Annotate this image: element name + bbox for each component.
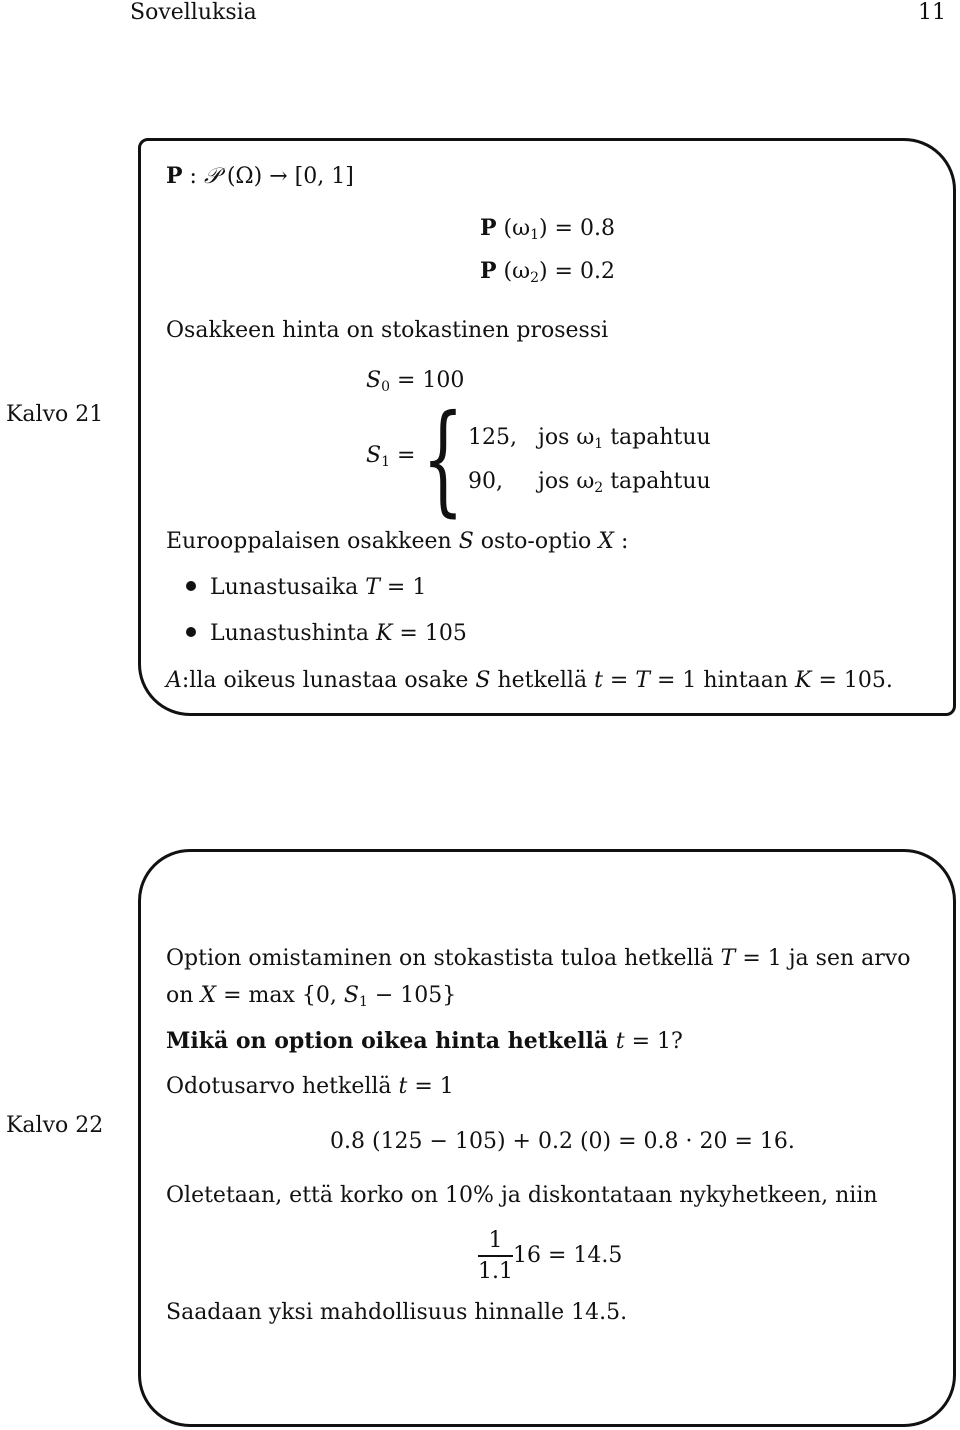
prob-omega1: P $(\omega_1) = 0.8$ (480, 215, 615, 243)
discount-equation: $\frac{1}{1.1}$ 16 = 14.5 (478, 1228, 623, 1284)
discount-fraction: $\frac{1}{1.1}$ (478, 1228, 513, 1284)
option-right-text: A:lla oikeus lunastaa osake S hetkellä t = T = 1 hintaan K = 105. (166, 668, 893, 693)
stochastic-process-text: Osakkeen hinta on stokastinen prosessi (166, 318, 609, 343)
option-value-line-1: Option omistaminen on stokastista tuloa hetkellä T = 1 ja sen arvo (166, 946, 911, 971)
bullet-icon (186, 581, 196, 591)
slide-label-21: Kalvo 21 (6, 402, 104, 427)
s1-equation-lhs: $S_1$ = (366, 443, 416, 470)
bullet-icon (186, 627, 196, 637)
bullet-expiry: Lunastusaika T = 1 (186, 575, 426, 600)
conclusion-text: Saadaan yksi mahdollisuus hinnalle 14.5. (166, 1300, 628, 1325)
option-value-line-2: on X = max {0, $S_1 - 105$} (166, 983, 457, 1010)
price-question: Mikä on option oikea hinta hetkellä t = 1? (166, 1028, 683, 1054)
case-1-condition: jos $\omega_1$ tapahtuu (538, 425, 711, 452)
case-1-value: 125, (468, 425, 517, 450)
page-number: 11 (918, 0, 946, 25)
bullet-strike: Lunastushinta K = 105 (186, 621, 467, 646)
s0-equation: $S_0 = 100$ (366, 368, 465, 395)
expectation-label: Odotusarvo hetkellä t = 1 (166, 1074, 454, 1099)
probability-map: P : 𝒫 (Ω) → [0, 1] (166, 163, 354, 189)
prob-omega2: P $(\omega_2) = 0.2$ (480, 258, 615, 286)
case-2-condition: jos $\omega_2$ tapahtuu (538, 469, 711, 496)
case-2-value: 90, (468, 469, 503, 494)
discount-text: Oletetaan, että korko on 10% ja diskontataan nykyhetkeen, niin (166, 1183, 878, 1208)
page-header (0, 0, 960, 30)
slide-label-22: Kalvo 22 (6, 1113, 104, 1138)
script-p: 𝒫 (203, 164, 220, 189)
left-brace: { (422, 390, 464, 529)
section-title: Sovelluksia (130, 0, 257, 25)
option-intro: Eurooppalaisen osakkeen S osto-optio X : (166, 529, 629, 554)
expectation-equation: 0.8 (125 − 105) + 0.2 (0) = 0.8 · 20 = 16. (330, 1129, 795, 1154)
